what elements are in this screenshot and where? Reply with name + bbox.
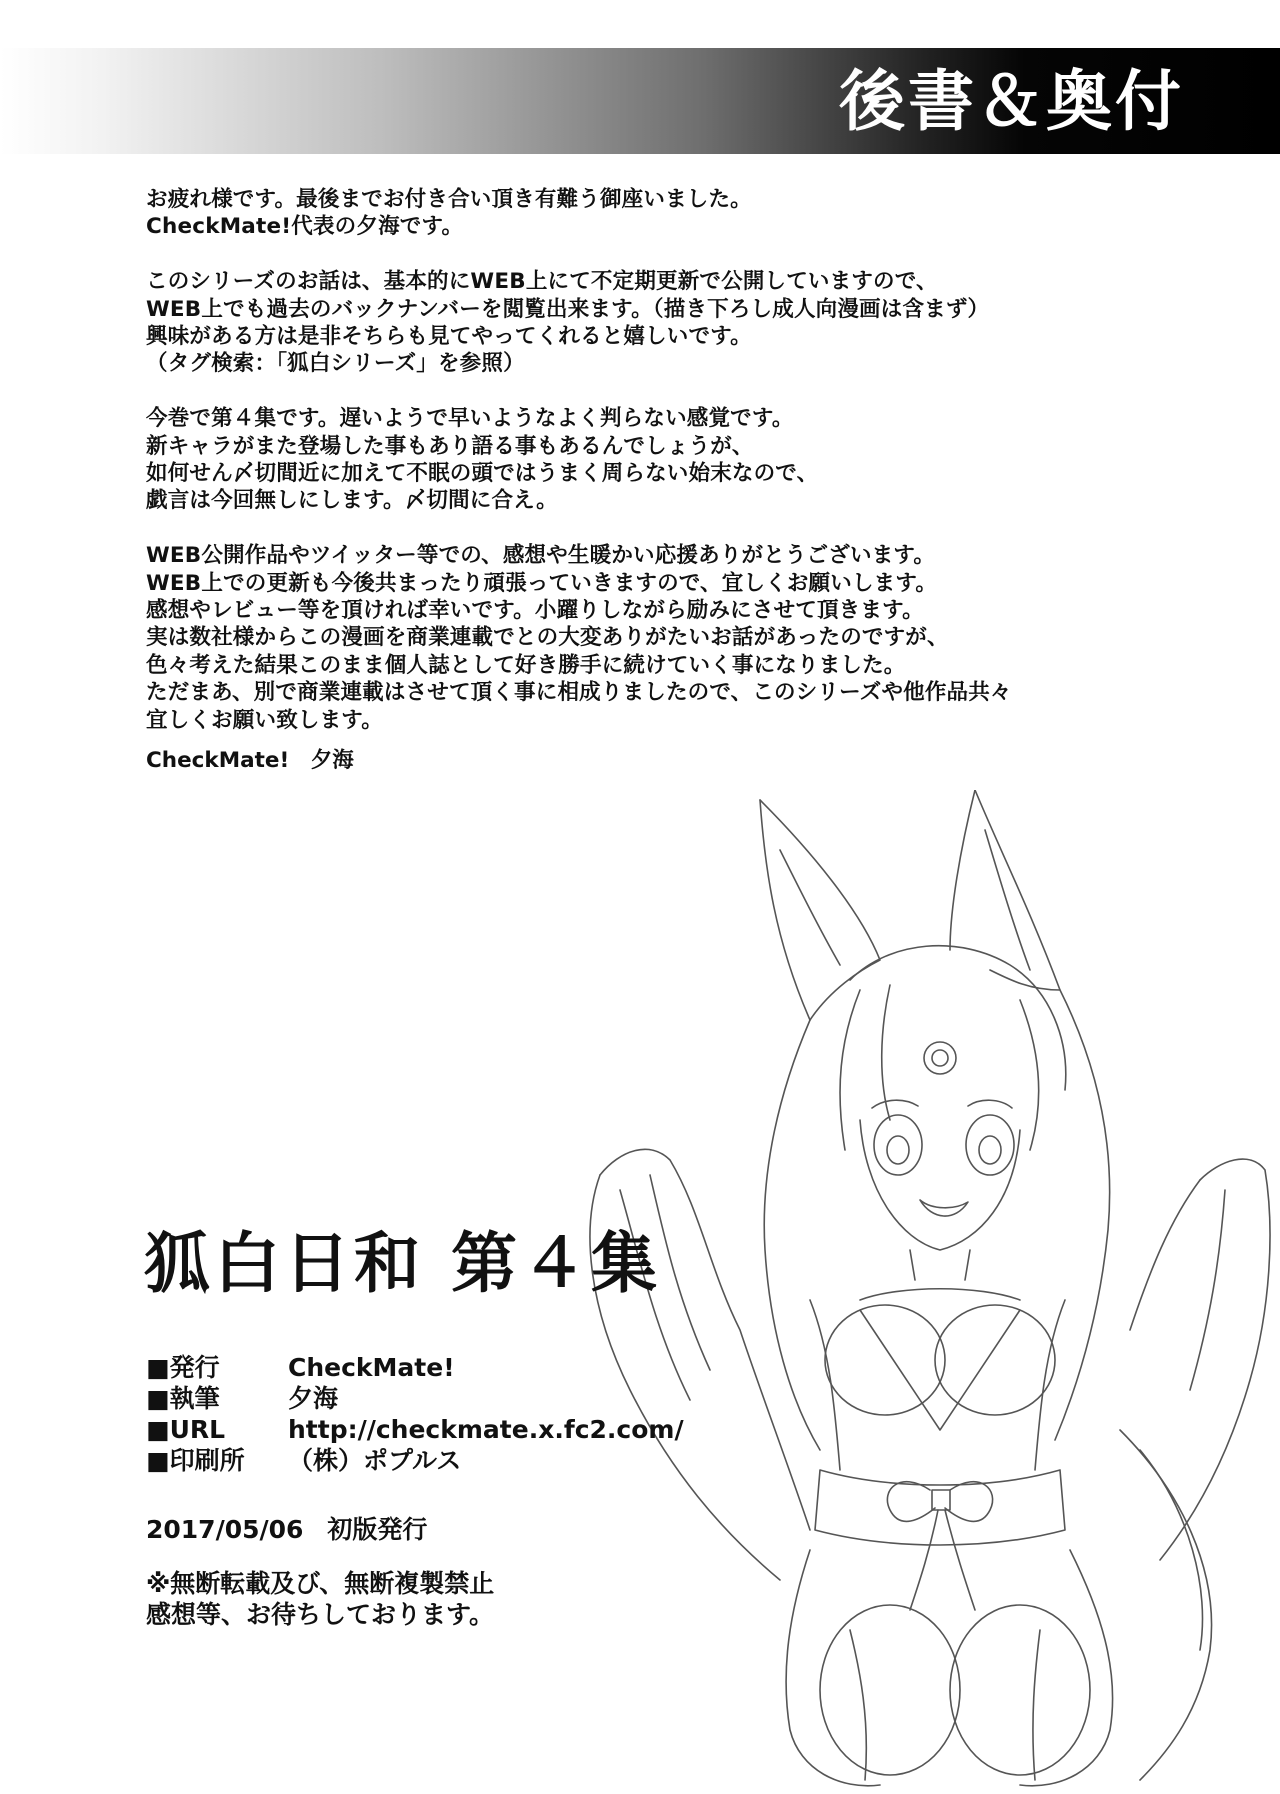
colophon-label: ■発行 — [146, 1353, 220, 1382]
colophon-value: CheckMate! — [288, 1353, 455, 1382]
colophon-row-author — [146, 1383, 684, 1414]
colophon-value: 夕海 — [288, 1384, 339, 1413]
afterword-line: ただまあ、別で商業連載はさせて頂く事に相成りましたので、このシリーズや他作品共々 — [146, 680, 1012, 706]
edition-label: 初版発行 — [327, 1515, 428, 1544]
colophon-label: ■執筆 — [146, 1384, 220, 1413]
afterword-paragraph — [146, 186, 1146, 241]
colophon-value: http://checkmate.x.fc2.com/ — [288, 1415, 684, 1444]
afterword-line: WEB上でも過去のバックナンバーを閲覧出来ます。（描き下ろし成人向漫画は含まず） — [146, 296, 990, 322]
afterword-line: WEB公開作品やツイッター等での、感想や生暖かい応援ありがとうございます。 — [146, 543, 936, 569]
afterword-line: 実は数社様からこの漫画を商業連載でとの大変ありがたいお話があったのですが、 — [146, 625, 949, 651]
afterword-line: 新キャラがまた登場した事もあり語る事もあるんでしょうが、 — [146, 433, 754, 459]
fox-girl-lineart-icon — [560, 790, 1280, 1790]
afterword-line: 色々考えた結果このまま個人誌として好き勝手に続けていく事になりました。 — [146, 652, 906, 678]
colophon-label: ■URL — [146, 1415, 226, 1444]
book-title: 狐白日和 第４集 — [144, 1224, 661, 1302]
afterword-line: （タグ検索：「狐白シリーズ」を参照） — [146, 351, 525, 377]
colophon-value: （株）ポプルス — [288, 1446, 462, 1475]
notice-line: ※無断転載及び、無断複製禁止 — [146, 1569, 495, 1598]
afterword-line: 今巻で第４集です。遅いようで早いようなよく判らない感覚です。 — [146, 406, 794, 432]
afterword-paragraph — [146, 542, 1146, 734]
colophon — [146, 1352, 684, 1476]
afterword-signature: CheckMate! 夕海 — [146, 748, 354, 773]
afterword-line: 興味がある方は是非そちらも見てやってくれると嬉しいです。 — [146, 324, 752, 350]
afterword-line: 感想やレビュー等を頂ければ幸いです。小躍りしながら励みにさせて頂きます。 — [146, 598, 924, 624]
colophon-label: ■印刷所 — [146, 1446, 245, 1475]
header-band — [0, 48, 1280, 154]
copyright-notice — [146, 1568, 494, 1630]
colophon-row-url — [146, 1414, 684, 1445]
afterword-line: お疲れ様です。最後までお付き合い頂き有難う御座いました。 — [146, 187, 752, 212]
afterword-paragraph — [146, 405, 1146, 515]
notice-line: 感想等、お待ちしております。 — [146, 1600, 495, 1629]
afterword-line: 戯言は今回無しにします。〆切間に合え。 — [146, 488, 558, 514]
afterword-line: 如何せん〆切間近に加えて不眠の頭ではうまく周らない始末なので、 — [146, 461, 819, 487]
fox-girl-illustration — [560, 790, 1280, 1790]
afterword-line: CheckMate!代表の夕海です。 — [146, 214, 464, 240]
colophon-row-printer — [146, 1445, 684, 1476]
colophon-row-publisher — [146, 1352, 684, 1383]
afterword-line: WEB上での更新も今後共まったり頑張っていきますので、宜しくお願いします。 — [146, 570, 938, 596]
date-value: 2017/05/06 — [146, 1515, 304, 1544]
afterword-line: このシリーズのお話は、基本的にWEB上にて不定期更新で公開していますので、 — [146, 269, 938, 295]
afterword-text — [146, 186, 1146, 761]
publication-date — [146, 1510, 427, 1546]
afterword-line: 宜しくお願い致します。 — [146, 707, 383, 733]
afterword-paragraph — [146, 268, 1146, 378]
page-title: 後書＆奥付 — [839, 62, 1184, 140]
